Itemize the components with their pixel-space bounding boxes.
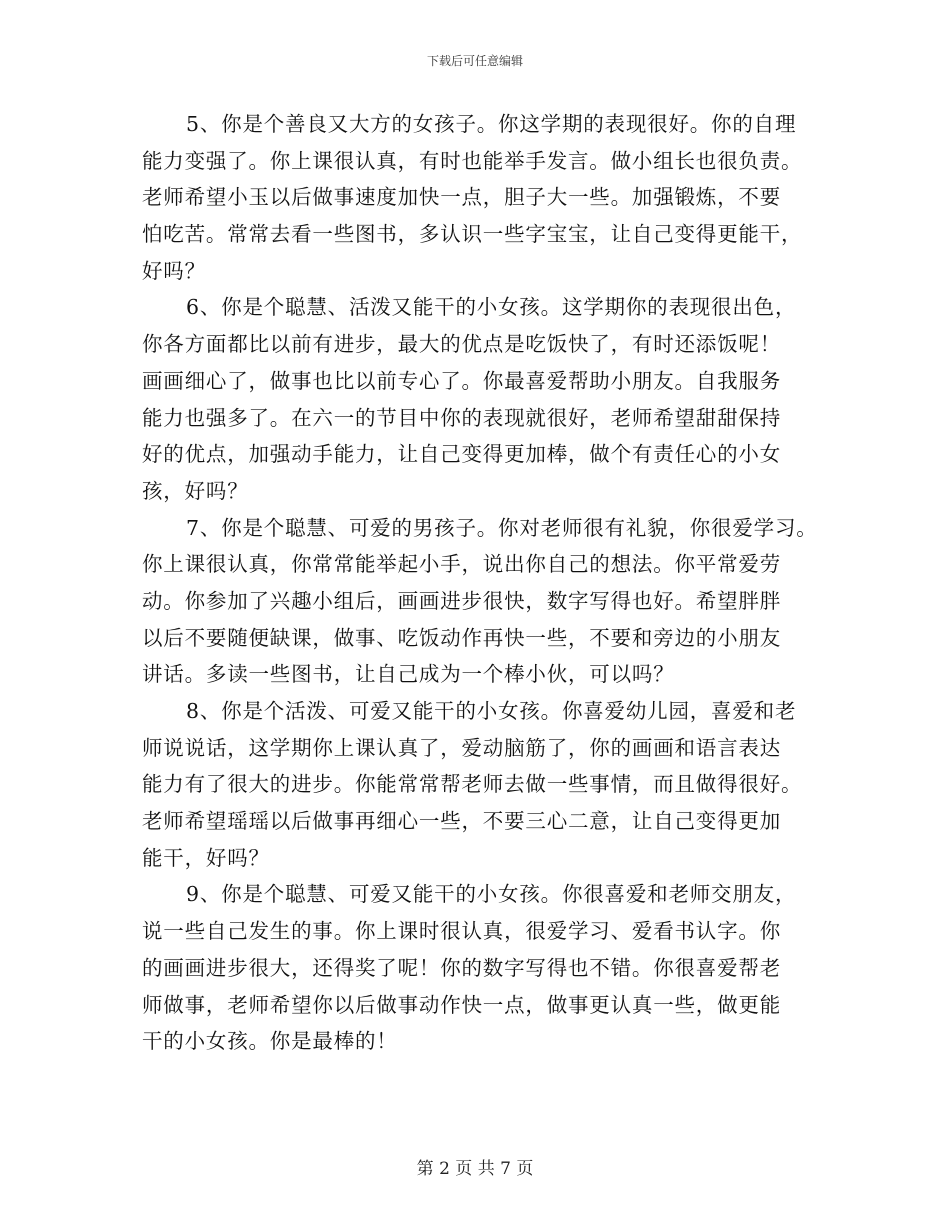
text-line: 能干，好吗？ xyxy=(142,845,270,870)
text-line: 孩，好吗？ xyxy=(142,478,249,503)
text-line: 画画细心了，做事也比以前专心了。你最喜爱帮助小朋友。自我服务 xyxy=(142,368,781,393)
text-line: 能力变强了。你上课很认真，有时也能举手发言。做小组长也很负责。 xyxy=(142,148,803,173)
text-line: 老师希望瑶瑶以后做事再细心一些，不要三心二意，让自己变得更加 xyxy=(142,809,781,834)
text-line: 你各方面都比以前有进步，最大的优点是吃饭快了，有时还添饭呢！ xyxy=(142,332,781,357)
text-line: 你上课很认真，你常常能举起小手，说出你自己的想法。你平常爱劳 xyxy=(142,552,781,577)
text-line: 的画画进步很大，还得奖了呢！你的数字写得也不错。你很喜爱帮老 xyxy=(142,955,781,980)
text-line: 干的小女孩。你是最棒的！ xyxy=(142,1029,398,1054)
page-number: 第 2 页 共 7 页 xyxy=(416,1159,534,1179)
text-line: 说一些自己发生的事。你上课时很认真，很爱学习、爱看书认字。你 xyxy=(142,919,781,944)
text-line: 怕吃苦。常常去看一些图书，多认识一些字宝宝，让自己变得更能干， xyxy=(142,222,803,247)
text-line: 动。你参加了兴趣小组后，画画进步很快，数字写得也好。希望胖胖 xyxy=(142,588,781,613)
text-line: 9、你是个聪慧、可爱又能干的小女孩。你很喜爱和老师交朋友， xyxy=(186,882,797,907)
text-line: 8、你是个活泼、可爱又能干的小女孩。你喜爱幼儿园，喜爱和老 xyxy=(186,699,797,723)
text-line: 5、你是个善良又大方的女孩子。你这学期的表现很好。你的自理 xyxy=(186,112,797,136)
page-header-note: 下载后可任意编辑 xyxy=(426,54,523,68)
text-line: 好吗？ xyxy=(142,258,206,283)
text-line: 老师希望小玉以后做事速度加快一点，胆子大一些。加强锻炼，不要 xyxy=(142,185,781,210)
text-line: 师说说话，这学期你上课认真了，爱动脑筋了，你的画画和语言表达 xyxy=(142,735,781,760)
text-line: 能力也强多了。在六一的节目中你的表现就很好，老师希望甜甜保持 xyxy=(142,405,781,430)
text-line: 6、你是个聪慧、活泼又能干的小女孩。这学期你的表现很出色， xyxy=(186,295,797,320)
document-body xyxy=(142,106,832,1060)
text-line: 7、你是个聪慧、可爱的男孩子。你对老师很有礼貌，你很爱学习。 xyxy=(186,515,818,540)
text-line: 师做事，老师希望你以后做事动作快一点，做事更认真一些，做更能 xyxy=(142,992,781,1017)
text-line: 能力有了很大的进步。你能常常帮老师去做一些事情，而且做得很好。 xyxy=(142,772,803,797)
text-line: 好的优点，加强动手能力，让自己变得更加棒，做个有责任心的小女 xyxy=(142,442,781,467)
text-line: 以后不要随便缺课，做事、吃饭动作再快一些，不要和旁边的小朋友 xyxy=(142,625,781,650)
text-line: 讲话。多读一些图书，让自己成为一个棒小伙，可以吗？ xyxy=(142,662,675,687)
